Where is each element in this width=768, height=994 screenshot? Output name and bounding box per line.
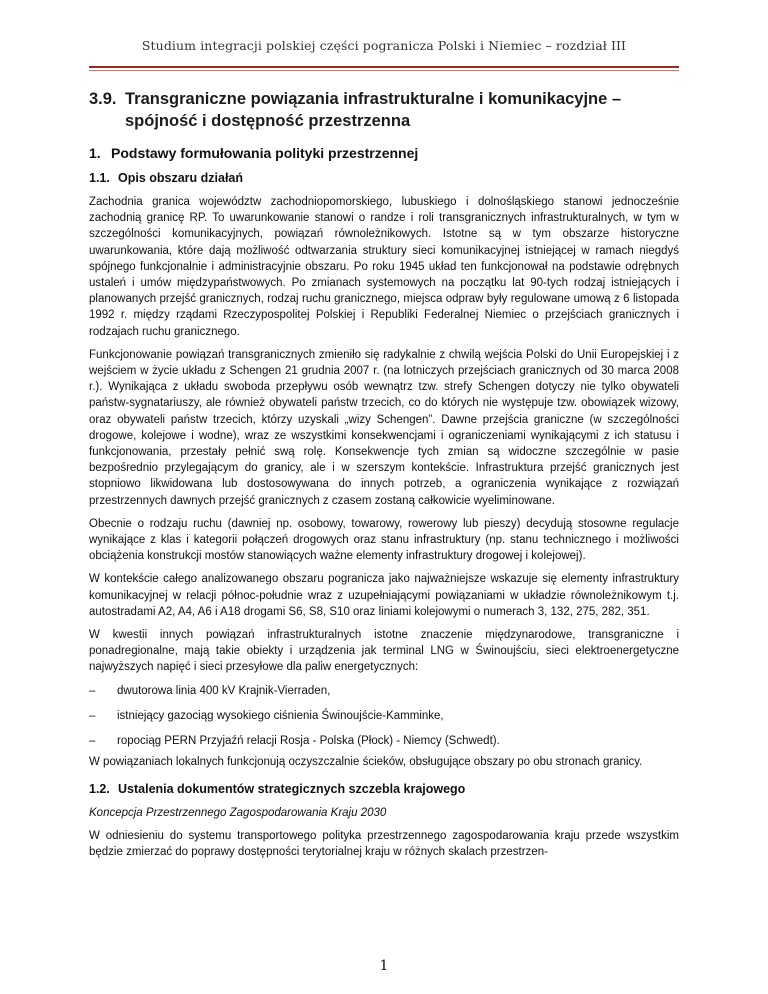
subsection-heading-1 bbox=[89, 144, 679, 162]
section-title: Transgraniczne powiązania infrastrukturalne i komunikacyjne – spójność i dostępność przestrzenna bbox=[125, 90, 622, 130]
document-title: Koncepcja Przestrzennego Zagospodarowania Kraju 2030 bbox=[89, 806, 387, 819]
header-rule bbox=[89, 66, 679, 68]
subsection-title: Opis obszaru działań bbox=[118, 171, 244, 185]
paragraph: Funkcjonowanie powiązań transgranicznych zmieniło się radykalnie z chwilą wejścia Polski do Unii Europejskiej i z wejściem w życie układu z Schengen 21 grudnia 2007 r. (na lotniczych przejściach granicznych od 30 marca 2008 r.). Wynikająca z układu swoboda przepływu osób wewnątrz tzw. strefy Schengen dotyczy nie tylko obywateli państw-sygnatariuszy, ale również obywateli państw trzecich, co do których nie występuje tzw. obowiązek wizowy, oraz obywateli państw trzecich, którzy uzyskali „wizy Schengen”. Dawne przejścia graniczne (w szczególności drogowe, kolejowe i wodne), wraz ze wszystkimi konsekwencjami i ograniczeniami wynikającymi z ich statusu i funkcjonowania, przestały pełnić swą rolę. Konsekwencje tych zmian są widoczne szczególnie w pasie bezpośrednio przylegającym do granicy, ale i w szerszym kontekście. Infrastruktura przejść granicznych jest stopniowo likwidowana lub dostosowywana do innych potrzeb, a ograniczenia wynikające z rozwiązań przestrzennych dawnych przejść granicznych z czasem zostaną całkowicie wyeliminowane. bbox=[89, 348, 679, 507]
document-body bbox=[89, 88, 679, 867]
subsection-number: 1.2. bbox=[89, 781, 110, 796]
section-heading bbox=[89, 88, 679, 132]
page-number: 1 bbox=[379, 958, 389, 974]
list-item bbox=[89, 733, 679, 749]
subsection-title: Ustalenia dokumentów strategicznych szczebla krajowego bbox=[118, 781, 466, 796]
paragraph: W kontekście całego analizowanego obszaru pogranicza jako najważniejsze wskazuje się elementy infrastruktury komunikacyjnej w relacji północ-południe wraz z uzupełniającymi powiązaniami w układzie równoleżnikowym t.j. autostradami A2, A4, A6 i A18 drogami S6, S8, S10 oraz liniami kolejowymi o numerach 3, 132, 275, 282, 351. bbox=[89, 573, 679, 618]
section-number: 3.9. bbox=[89, 90, 117, 108]
subsection-heading-1-2 bbox=[89, 781, 679, 798]
paragraph: Obecnie o rodzaju ruchu (dawniej np. osobowy, towarowy, rowerowy lub pieszy) decydują stosowne regulacje wynikające z klas i kategorii połączeń drogowych oraz stanu infrastruktury (np. stanu technicznego i możliwości obciążenia konstrukcji mostów stanowiących ważne elementy infrastruktury drogowej i kolejowej). bbox=[89, 517, 679, 563]
subsection-number: 1.1. bbox=[89, 171, 110, 185]
paragraph: W odniesieniu do systemu transportowego polityka przestrzennego zagospodarowania kraju przede wszystkim będzie zmierzać do poprawy dostępności terytorialnej kraju w różnych skalach przestrzen- bbox=[89, 829, 679, 858]
list-item-text: dwutorowa linia 400 kV Krajnik-Vierraden, bbox=[117, 684, 331, 697]
list-item-text: istniejący gazociąg wysokiego ciśnienia Świnoujście-Kamminke, bbox=[117, 709, 444, 722]
paragraph: Zachodnia granica województw zachodniopomorskiego, lubuskiego i dolnośląskiego stanowi jednocześnie zachodnią granicę RP. To uwarunkowanie stanowi o randze i roli transgranicznych infrastrukturalnych, w tym w szczególności komunikacyjnych, powiązań równoleżnikowych. Istotne są w tym obszarze historyczne uwarunkowania, które dają możliwość odtwarzania struktury sieci komunikacyjnej istniejącej w ramach niegdyś spójnego funkcjonalnie i administracyjnie obszaru. Po roku 1945 układ ten funkcjonował na podstawie odrębnych ustaleń i umów międzypaństwowych. Po zmianach systemowych na początku lat 90-tych rodzaj istniejących i planowanych przejść granicznych, rodzaj ruchu granicznego, miejsca odpraw były regulowane umową z 6 listopada 1992 r. między rządami Rzeczypospolitej Polskiej i Republiki Federalnej Niemiec o przejściach granicznych i rodzajach ruchu granicznego. bbox=[89, 196, 679, 338]
dash-bullet: – bbox=[89, 735, 96, 748]
subsection-heading-1-1 bbox=[89, 170, 679, 187]
list-item-text: ropociąg PERN Przyjaźń relacji Rosja - Polska (Płock) - Niemcy (Schwedt). bbox=[117, 735, 500, 748]
subsection-title: Podstawy formułowania polityki przestrzennej bbox=[111, 145, 419, 161]
list-item bbox=[89, 708, 679, 724]
dash-bullet: – bbox=[89, 709, 96, 722]
running-header: Studium integracji polskiej części pogranicza Polski i Niemiec – rozdział III bbox=[141, 38, 627, 53]
dash-list bbox=[89, 683, 679, 750]
header-rule-thin bbox=[89, 70, 679, 71]
subsection-number: 1. bbox=[89, 145, 101, 161]
paragraph: W kwestii innych powiązań infrastrukturalnych istotne znaczenie międzynarodowe, transgraniczne i ponadregionalne, mają takie obiekty i urządzenia jak terminal LNG w Świnoujściu, sieci elektroenergetyczne najwyższych napięć i sieci przesyłowe dla paliw energetycznych: bbox=[89, 629, 679, 674]
paragraph: W powiązaniach lokalnych funkcjonują oczyszczalnie ścieków, obsługujące obszary po obu stronach granicy. bbox=[89, 756, 643, 769]
list-item bbox=[89, 683, 679, 699]
dash-bullet: – bbox=[89, 684, 96, 697]
